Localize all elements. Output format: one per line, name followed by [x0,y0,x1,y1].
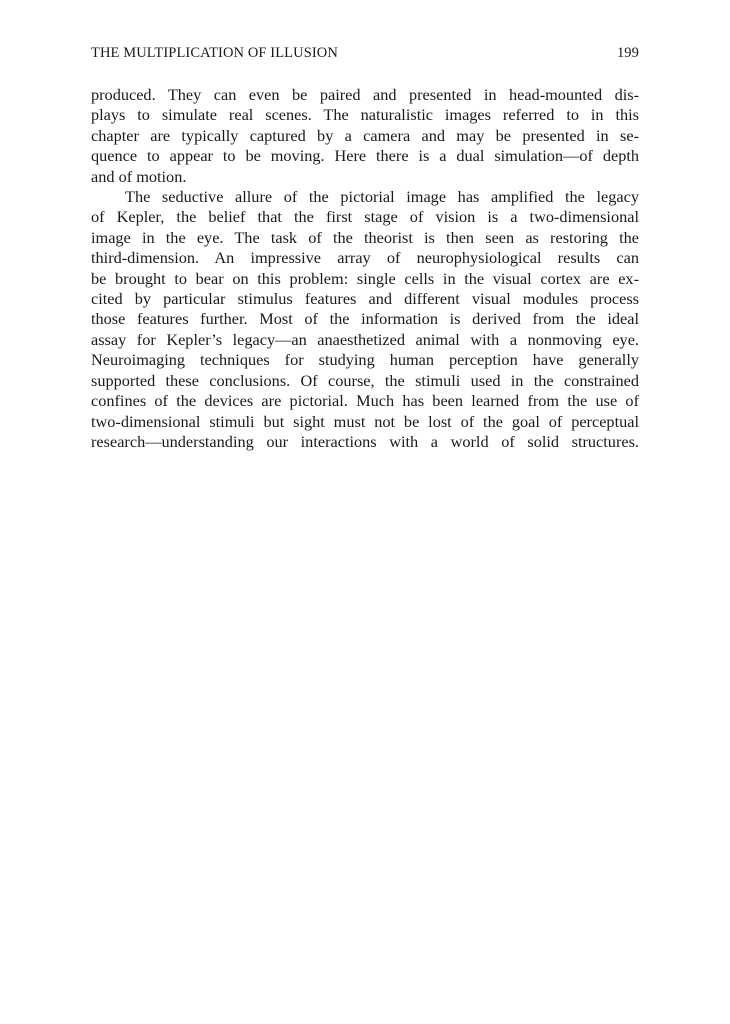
text-line: plays to simulate real scenes. The naturalistic images referred to in this [91,105,639,125]
text-line: supported these conclusions. Of course, the stimuli used in the constrained [91,370,639,390]
text-line: third-dimension. An impressive array of neurophysiological results can [91,248,639,268]
text-line: two-dimensional stimuli but sight must not be lost of the goal of perceptual [91,411,639,431]
text-line: and of motion. [91,166,187,186]
chapter-title: THE MULTIPLICATION OF ILLUSION [91,45,338,61]
text-line: The seductive allure of the pictorial image has amplified the legacy [125,187,639,207]
text-line: confines of the devices are pictorial. Much has been learned from the use of [91,391,639,411]
text-line: quence to appear to be moving. Here there is a dual simulation—of depth [91,146,639,166]
text-line: of Kepler, the belief that the first stage of vision is a two-dimensional [91,207,639,227]
text-line: image in the eye. The task of the theorist is then seen as restoring the [91,227,639,247]
body-text [91,85,639,452]
running-head [91,45,639,65]
text-line: Neuroimaging techniques for studying human perception have generally [91,350,639,370]
page-number: 199 [616,45,639,61]
text-line: cited by particular stimulus features and different visual modules process [91,289,639,309]
text-line: assay for Kepler’s legacy—an anaesthetized animal with a nonmoving eye. [91,329,639,349]
text-line: research—understanding our interactions with a world of solid structures. [91,431,639,451]
text-line: produced. They can even be paired and presented in head-mounted dis- [91,85,639,104]
text-line: those features further. Most of the information is derived from the ideal [91,309,639,329]
text-line: be brought to bear on this problem: single cells in the visual cortex are ex- [91,268,639,288]
text-line: chapter are typically captured by a camera and may be presented in se- [91,125,639,145]
